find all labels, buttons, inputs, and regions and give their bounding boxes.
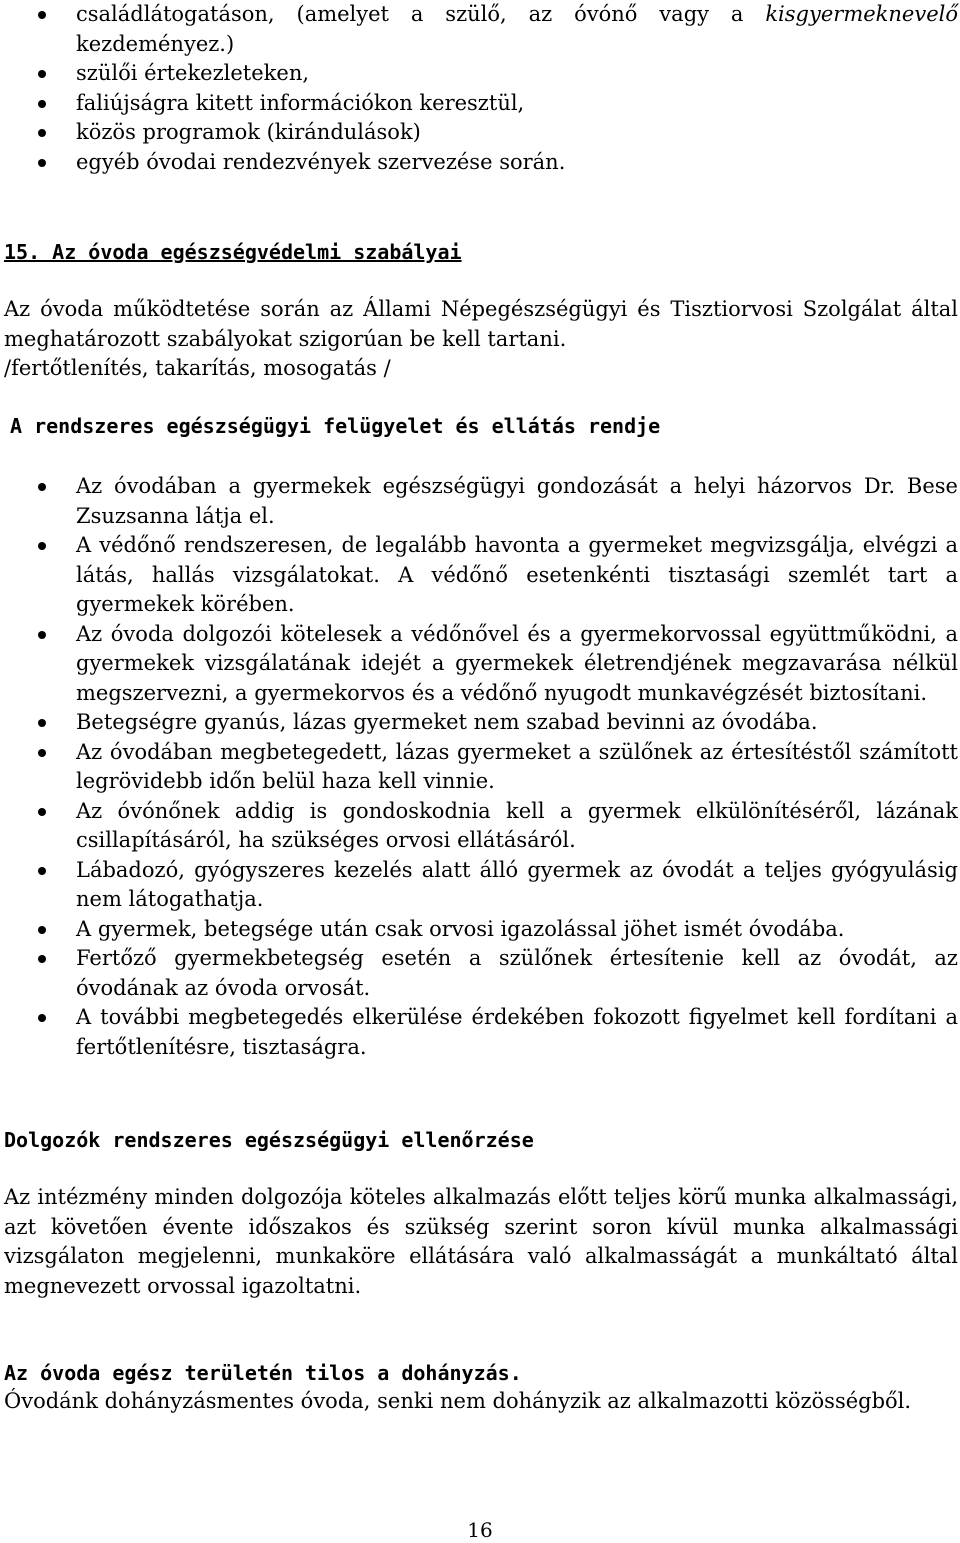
- bullet-dot: [38, 1014, 46, 1022]
- health-supervision-list: [0, 472, 958, 1062]
- bullet-dot: [38, 159, 46, 167]
- bullet-dot: [38, 70, 46, 78]
- smoking-paragraph: Óvodánk dohányzásmentes óvoda, senki nem dohányzik az alkalmazotti közösségből.: [4, 1389, 912, 1413]
- section-15-para-note: /fertőtlenítés, takarítás, mosogatás /: [4, 356, 391, 380]
- smoking-heading: Az óvoda egész területén tilos a dohányzás.: [4, 1361, 522, 1385]
- health-supervision-list-block: [0, 472, 958, 1062]
- list-item-text: Az óvodában a gyermekek egészségügyi gondozását a helyi házorvos Dr. Bese Zsuzsanna látja el.: [76, 474, 958, 528]
- bullet-dot: [38, 926, 46, 934]
- list-item-text: faliújságra kitett információkon keresztül,: [76, 90, 525, 115]
- list-item: [0, 148, 958, 178]
- list-item: [0, 738, 958, 797]
- list-item: [0, 915, 958, 945]
- list-item-text: Az óvodában megbetegedett, lázas gyermeket a szülőnek az értesítéstől számított legrövidebb időn belül haza kell vinnie.: [76, 739, 958, 793]
- staff-check-heading: Dolgozók rendszeres egészségügyi ellenőrzése: [4, 1128, 534, 1152]
- list-item: [0, 118, 958, 148]
- list-item-text: A gyermek, betegsége után csak orvosi igazolással jöhet ismét óvodába.: [76, 916, 845, 941]
- list-item: [0, 856, 958, 915]
- top-bullet-list: [0, 0, 958, 177]
- section-15-paragraph: [4, 295, 958, 384]
- bullet-dot: [38, 11, 46, 19]
- list-item-text: Lábadozó, gyógyszeres kezelés alatt álló gyermek az óvodát a teljes gyógyulásig nem látogathatja.: [76, 857, 958, 911]
- list-item: [0, 708, 958, 738]
- list-item-text: közös programok (kirándulások): [76, 120, 421, 144]
- list-item-text: Az óvoda dolgozói kötelesek a védőnővel és a gyermekorvossal együttműködni, a gyermekek vizsgálatának idejét a gyermekek életrendjének megzavarása nélkül megszervezni, a gyermekorvos és a védőnő nyugodt munkavégzését biztosítani.: [76, 621, 958, 705]
- bullet-dot: [38, 719, 46, 727]
- list-item: [0, 1003, 958, 1062]
- bullet-dot: [38, 100, 46, 108]
- list-item: [0, 531, 958, 620]
- bullet-dot: [38, 808, 46, 816]
- list-item-text: A védőnő rendszeresen, de legalább havonta a gyermeket megvizsgálja, elvégzi a látás, hallás vizsgálatokat. A védőnő esetenkénti tisztasági szemlét tart a gyermekek körében.: [76, 533, 958, 616]
- page-number: 16: [467, 1518, 493, 1542]
- list-item: [0, 620, 958, 709]
- list-item: [0, 472, 958, 531]
- list-item-text: szülői értekezleteken,: [76, 61, 310, 85]
- bullet-dot: [38, 631, 46, 639]
- list-item-text: Fertőző gyermekbetegség esetén a szülőnek értesítenie kell az óvodát, az óvodának az óvoda orvosát.: [76, 946, 958, 1000]
- bullet-dot: [38, 129, 46, 137]
- section-15-para-text: Az óvoda működtetése során az Állami Népegészségügyi és Tisztiorvosi Szolgálat által meghatározott szabályokat szigorúan be kell tartani.: [4, 297, 958, 351]
- section-15-title: 15. Az óvoda egészségvédelmi szabályai: [4, 240, 462, 264]
- list-item: [0, 0, 958, 59]
- bullet-dot: [38, 955, 46, 963]
- list-item-text: családlátogatáson, (amelyet a szülő, az óvónő vagy a: [76, 2, 766, 26]
- list-item-text: Az óvónőnek addig is gondoskodnia kell a gyermek elkülönítéséről, lázának csillapításáról, ha szükséges orvosi ellátásáról.: [76, 798, 958, 852]
- staff-check-paragraph: Az intézmény minden dolgozója köteles alkalmazás előtt teljes körű munka alkalmassági, azt követően évente időszakos és szükség szerint soron kívül munka alkalmassági vizsgálaton megjelenni, munkaköre ellátására való alkalmasságát a munkáltató által megnevezett orvossal igazoltatni.: [4, 1185, 958, 1298]
- health-supervision-heading: A rendszeres egészségügyi felügyelet és ellátás rendje: [10, 414, 661, 438]
- bullet-dot: [38, 749, 46, 757]
- list-item: [0, 59, 958, 89]
- bullet-dot: [38, 542, 46, 550]
- top-list-block: [0, 0, 958, 177]
- list-item-text: kezdeményez.): [76, 31, 235, 56]
- list-item: [0, 797, 958, 856]
- list-item: [0, 944, 958, 1003]
- bullet-dot: [38, 867, 46, 875]
- list-item-text: Betegségre gyanús, lázas gyermeket nem szabad bevinni az óvodába.: [76, 710, 818, 734]
- list-item-text: egyéb óvodai rendezvények szervezése során.: [76, 149, 566, 174]
- bullet-dot: [38, 483, 46, 491]
- list-item-italic-text: kisgyermeknevelő: [765, 2, 958, 26]
- list-item: [0, 89, 958, 119]
- list-item-text: A további megbetegedés elkerülése érdekében fokozott figyelmet kell fordítani a fertőtlenítésre, tisztaságra.: [76, 1005, 958, 1059]
